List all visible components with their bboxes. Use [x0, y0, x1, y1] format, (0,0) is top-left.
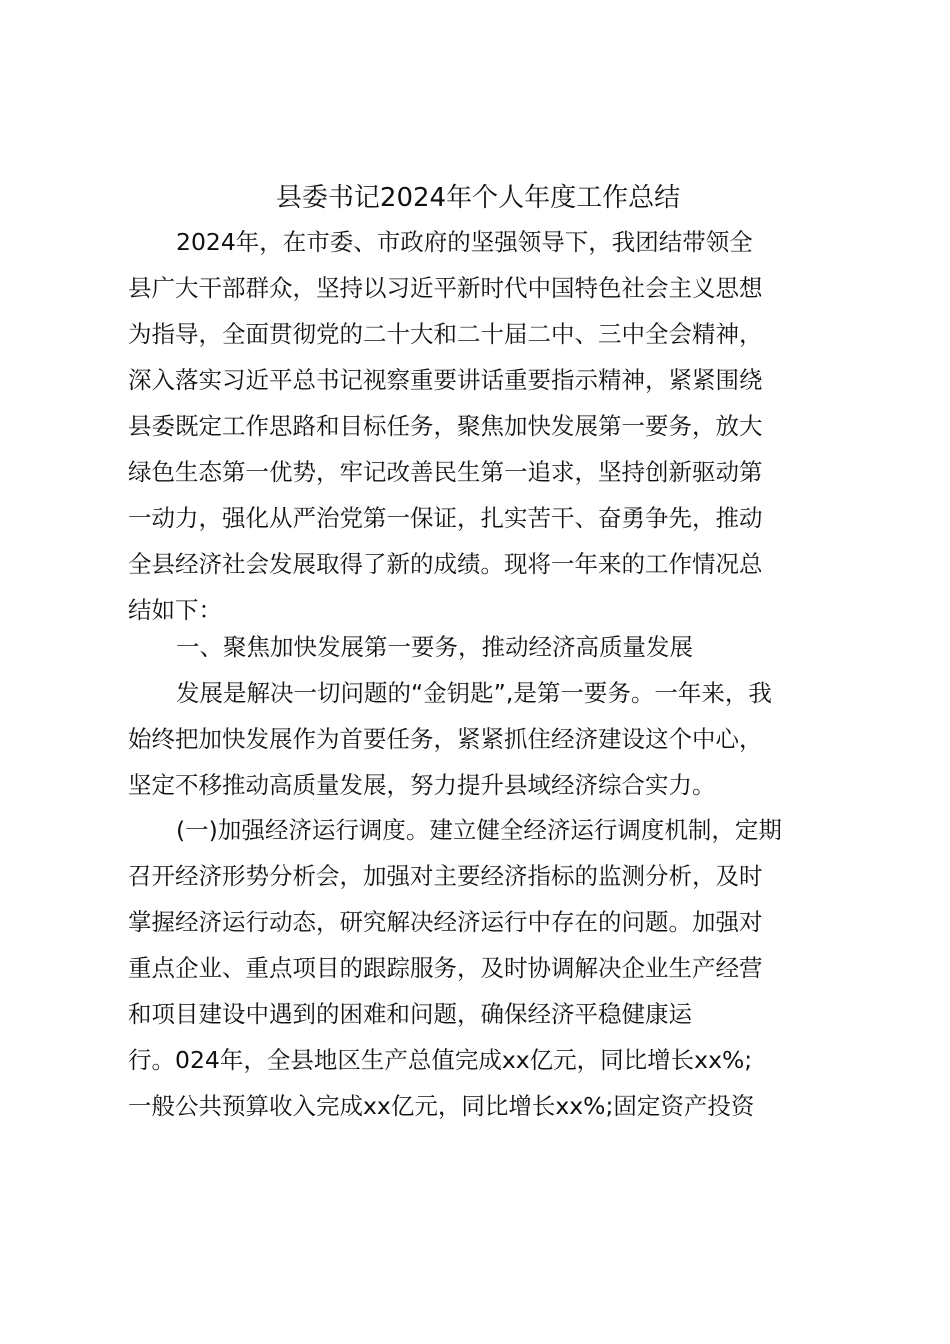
paragraph-line: 县广大干部群众，坚持以习近平新时代中国特色社会主义思想 — [128, 274, 763, 302]
section-heading: 一、聚焦加快发展第一要务，推动经济高质量发展 — [176, 633, 693, 661]
paragraph-line: 发展是解决一切问题的“金钥匙”,是第一要务。一年来，我 — [176, 679, 772, 707]
paragraph-line: 一般公共预算收入完成xx亿元，同比增长xx%;固定资产投资 — [128, 1092, 755, 1120]
paragraph-line: 一动力，强化从严治党第一保证，扎实苦干、奋勇争先，推动 — [128, 504, 763, 532]
paragraph-line: 掌握经济运行动态，研究解决经济运行中存在的问题。加强对 — [128, 908, 763, 936]
paragraph-line: 结如下： — [128, 596, 222, 624]
paragraph-line: 行。024年，全县地区生产总值完成xx亿元，同比增长xx%; — [128, 1046, 753, 1074]
paragraph-line: 绿色生态第一优势，牢记改善民生第一追求，坚持创新驱动第 — [128, 458, 763, 486]
paragraph-line: 2024年，在市委、市政府的坚强领导下，我团结带领全 — [176, 228, 753, 256]
paragraph-line: 深入落实习近平总书记视察重要讲话重要指示精神，紧紧围绕 — [128, 366, 763, 394]
paragraph-line: 召开经济形势分析会，加强对主要经济指标的监测分析，及时 — [128, 862, 763, 890]
document-title: 县委书记2024年个人年度工作总结 — [275, 183, 681, 213]
paragraph-line: 为指导，全面贯彻党的二十大和二十届二中、三中全会精神， — [128, 320, 763, 348]
paragraph-line: 县委既定工作思路和目标任务，聚焦加快发展第一要务，放大 — [128, 412, 763, 440]
paragraph-line: 坚定不移推动高质量发展，努力提升县域经济综合实力。 — [128, 771, 716, 799]
paragraph-line: 全县经济社会发展取得了新的成绩。现将一年来的工作情况总 — [128, 550, 763, 578]
paragraph-line: 和项目建设中遇到的困难和问题，确保经济平稳健康运 — [128, 1000, 692, 1028]
paragraph-line: 重点企业、重点项目的跟踪服务，及时协调解决企业生产经营 — [128, 954, 763, 982]
paragraph-line: 始终把加快发展作为首要任务，紧紧抓住经济建设这个中心， — [128, 725, 763, 753]
paragraph-line: (一)加强经济运行调度。建立健全经济运行调度机制，定期 — [176, 816, 782, 844]
